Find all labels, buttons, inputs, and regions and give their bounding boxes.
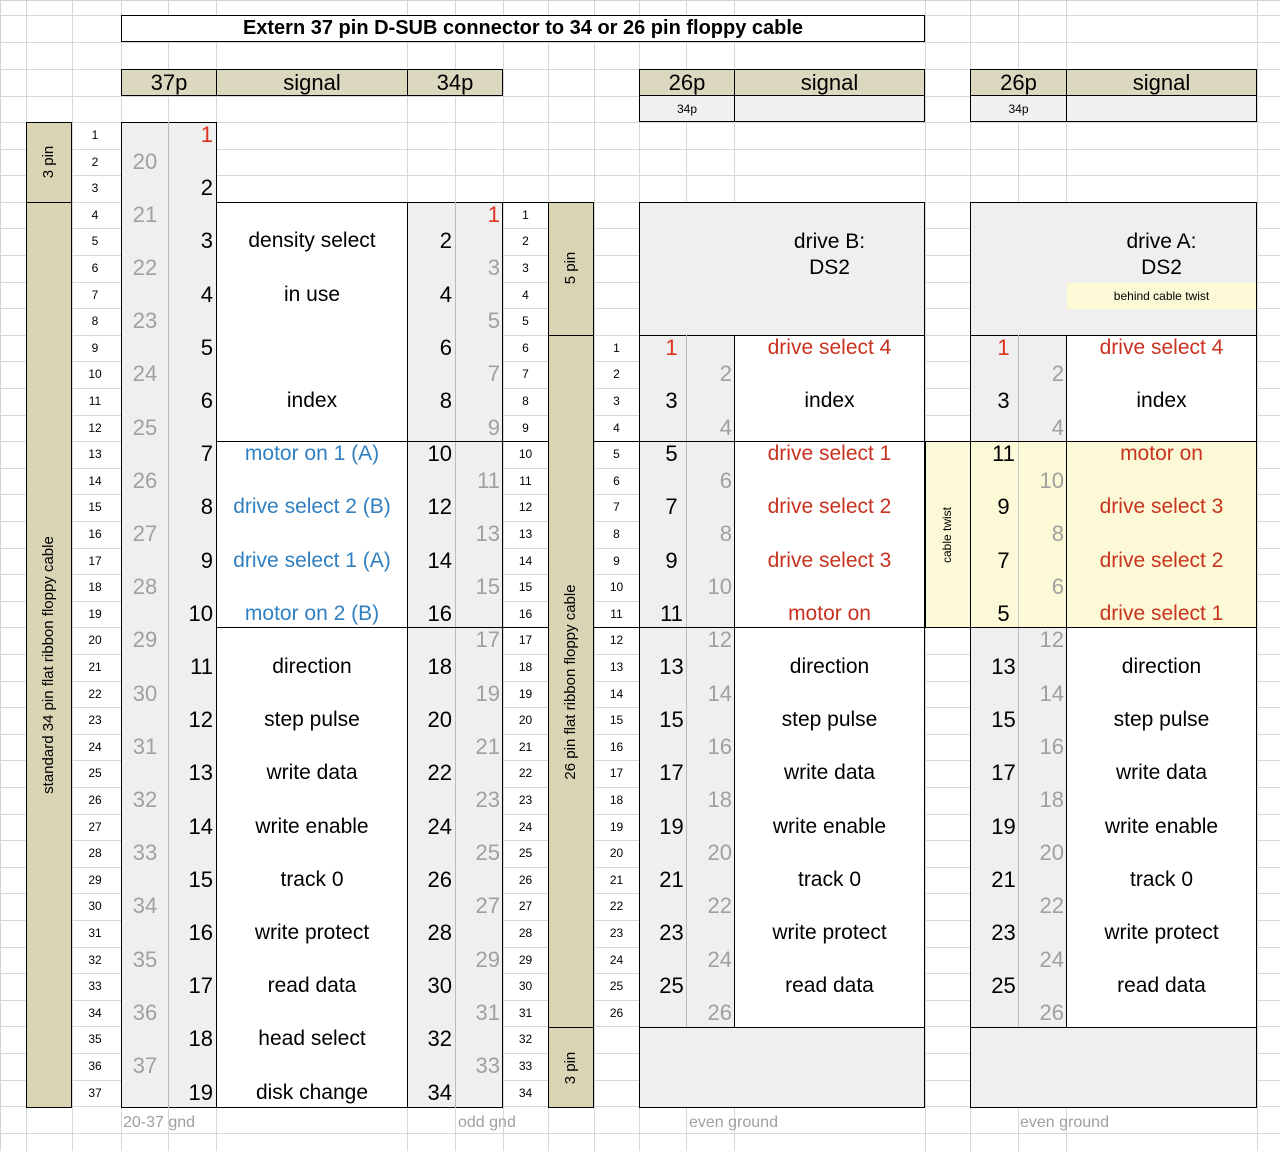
- signal37-label: track 0: [280, 867, 344, 891]
- driveB-pin-even: 2: [719, 361, 732, 387]
- count26-number: 20: [609, 846, 624, 861]
- pin34-even: 24: [427, 813, 452, 839]
- count34-number: 8: [522, 394, 529, 408]
- driveB-pin-even: 18: [707, 787, 732, 812]
- page-title: Extern 37 pin D-SUB connector to 34 or 26 pin floppy cable: [242, 17, 804, 39]
- dsub37-pin-odd: 14: [188, 813, 213, 839]
- row-number: 20: [88, 633, 102, 648]
- pin34-odd: 7: [487, 361, 500, 387]
- count34-number: 12: [518, 500, 533, 515]
- count26-number: 12: [609, 633, 624, 648]
- pin34-even: 12: [427, 494, 452, 520]
- row-number: 8: [91, 314, 99, 329]
- count26-number: 13: [609, 660, 624, 674]
- dsub37-pin-gnd: 20: [132, 148, 158, 174]
- count26-number: 21: [609, 872, 624, 887]
- dsub37-pin-gnd: 24: [132, 361, 158, 387]
- dsub37-pin-odd: 11: [190, 654, 213, 679]
- dsub37-pin-odd: 17: [188, 973, 213, 999]
- driveB-pin-even: 24: [707, 946, 732, 972]
- driveB-pin-even: 4: [719, 414, 732, 440]
- cable-twist-label: cable twist: [940, 506, 954, 564]
- dsub37-pin-gnd: 31: [132, 733, 158, 759]
- count34-number: 25: [518, 846, 533, 861]
- header-signal-a: signal: [1132, 70, 1191, 95]
- pin34-odd: 5: [487, 308, 500, 334]
- count26-number: 26: [609, 1005, 624, 1020]
- driveA-pin-odd: 3: [997, 388, 1010, 413]
- pin34-even: 2: [439, 228, 452, 254]
- count34-number: 18: [518, 660, 533, 674]
- driveA-signal: drive select 4: [1099, 335, 1224, 359]
- signal37-label: read data: [267, 974, 357, 998]
- signal37-label: write protect: [254, 921, 370, 944]
- driveA-bottom-block: [970, 1027, 1257, 1108]
- driveA-pin-odd: 25: [991, 973, 1016, 999]
- driveB-signal: write protect: [772, 921, 887, 944]
- count26-number: 2: [613, 367, 620, 382]
- pin34-even: 30: [427, 973, 452, 999]
- driveA-signal: drive select 3: [1099, 495, 1224, 519]
- dsub37-pin-odd: 8: [200, 494, 213, 520]
- count34-number: 6: [522, 340, 529, 355]
- count34-number: 28: [518, 926, 533, 940]
- count34-number: 33: [518, 1059, 533, 1073]
- dsub37-pin-odd: 16: [188, 920, 213, 945]
- side-5pin-label: 5 pin: [562, 251, 579, 285]
- row-number: 24: [88, 739, 102, 754]
- driveA-pin-even: 26: [1039, 999, 1064, 1025]
- driveB-pin-odd: 17: [659, 760, 684, 786]
- driveB-pin-even: 22: [707, 893, 732, 919]
- row-number: 14: [88, 473, 102, 488]
- driveA-signal: write protect: [1104, 921, 1219, 944]
- dsub37-pin-odd: 2: [200, 175, 213, 201]
- count34-number: 14: [518, 553, 533, 568]
- count26-number: 3: [613, 394, 620, 408]
- dsub37-pin-gnd: 22: [132, 255, 158, 280]
- signal37-label: head select: [258, 1027, 366, 1051]
- count34-number: 17: [518, 633, 533, 648]
- pin34-odd: 25: [475, 840, 500, 866]
- driveB-signal: motor on: [788, 601, 871, 625]
- count34-number: 15: [518, 580, 533, 595]
- row-number: 23: [88, 713, 102, 728]
- driveB-signal: drive select 1: [767, 442, 892, 466]
- driveB-pin-odd: 5: [665, 441, 678, 467]
- dsub37-pin-odd: 4: [200, 281, 213, 307]
- footer-even-ground-a: even ground: [1020, 1114, 1109, 1131]
- side-3pin-label: 3 pin: [40, 145, 57, 179]
- driveA-pin-odd: 13: [991, 654, 1016, 679]
- signal37-label: step pulse: [264, 708, 360, 732]
- driveA-signal: index: [1136, 389, 1187, 412]
- footer-gnd-37: 20-37 gnd: [123, 1114, 196, 1131]
- count26-number: 10: [609, 580, 624, 595]
- row-number: 19: [88, 606, 102, 621]
- row-number: 37: [88, 1085, 102, 1100]
- count26-number: 5: [613, 447, 620, 462]
- pin34-odd: 1: [487, 201, 500, 227]
- row-number: 5: [91, 234, 99, 249]
- count26-number: 6: [613, 473, 620, 488]
- dsub37-pin-gnd: 32: [132, 787, 158, 812]
- driveA-pin-odd: 9: [997, 494, 1010, 520]
- count34-number: 7: [522, 367, 529, 382]
- grid-hline: [0, 42, 1280, 43]
- count26-number: 22: [609, 899, 624, 914]
- dsub37-pin-odd: 10: [188, 600, 213, 626]
- count34-number: 29: [518, 952, 533, 967]
- pin34-odd: 29: [475, 946, 500, 972]
- driveA-pin-odd: 5: [997, 600, 1010, 626]
- driveA-pin-even: 14: [1039, 680, 1064, 706]
- dsub37-pin-odd: 5: [200, 334, 213, 360]
- row-number: 12: [88, 420, 102, 435]
- count34-number: 34: [518, 1085, 533, 1100]
- dsub37-pin-gnd: 21: [132, 201, 158, 227]
- count26-number: 23: [609, 926, 624, 940]
- pin34-odd: 9: [487, 414, 500, 440]
- driveA-signal: drive select 2: [1099, 548, 1224, 572]
- count34-number: 21: [518, 739, 533, 754]
- row-number: 26: [88, 793, 102, 807]
- driveB-pin-even: 12: [707, 627, 732, 653]
- driveB-pin-even: 8: [719, 521, 732, 546]
- driveA-signal: read data: [1117, 974, 1206, 998]
- driveB-pin-odd: 11: [660, 600, 683, 626]
- count34-number: 20: [518, 713, 533, 728]
- pin34-odd: 13: [475, 521, 500, 546]
- dsub37-pin-gnd: 29: [132, 627, 158, 653]
- signal37-label: direction: [272, 655, 352, 678]
- row-number: 7: [91, 287, 99, 302]
- signal37-label: drive select 2 (B): [233, 495, 391, 519]
- signal37-label: in use: [283, 282, 341, 306]
- row-number: 22: [88, 686, 102, 701]
- count26-number: 16: [609, 739, 624, 754]
- count34-number: 27: [518, 899, 533, 914]
- driveB-signal: drive select 3: [767, 548, 892, 572]
- dsub37-pin-gnd: 28: [132, 574, 158, 600]
- driveA-pin-odd: 11: [992, 441, 1015, 467]
- header-34p: 34p: [436, 70, 474, 95]
- subheader-34p-b: 34p: [676, 102, 698, 116]
- driveA-pin-even: 16: [1039, 733, 1064, 759]
- driveB-pin-odd: 7: [665, 494, 678, 520]
- dsub37-pin-gnd: 27: [132, 521, 158, 546]
- row-number: 9: [91, 340, 99, 355]
- count34-number: 5: [522, 314, 529, 329]
- count26-number: 7: [613, 500, 620, 515]
- row-number: 36: [88, 1059, 102, 1073]
- dsub37-pin-odd: 7: [200, 441, 213, 467]
- count26-number: 14: [609, 686, 624, 701]
- driveA-signal: track 0: [1129, 867, 1194, 891]
- row-number: 16: [88, 527, 102, 541]
- driveA-pin-odd: 1: [997, 334, 1010, 360]
- driveB-pin-odd: 9: [665, 547, 678, 573]
- side-standard34-label: standard 34 pin flat ribbon floppy cable: [40, 536, 57, 794]
- driveA-signal: motor on: [1120, 442, 1203, 466]
- driveA-pin-even: 12: [1039, 627, 1064, 653]
- driveB-title2: DS2: [809, 256, 850, 279]
- row-number: 35: [88, 1032, 102, 1047]
- driveB-signal: read data: [785, 974, 874, 998]
- count26-number: 15: [609, 713, 624, 728]
- row-number: 29: [88, 872, 102, 887]
- driveB-pin-odd: 19: [659, 813, 684, 839]
- pin34-odd: 15: [475, 574, 500, 600]
- count26-number: 1: [613, 340, 620, 355]
- dsub37-pin-gnd: 33: [132, 840, 158, 866]
- driveB-bottom-block: [639, 1027, 925, 1108]
- row-number: 33: [88, 979, 102, 994]
- driveB-pin-even: 14: [707, 680, 732, 706]
- dsub37-pin-gnd: 34: [132, 893, 158, 919]
- driveA-pin-even: 6: [1051, 574, 1064, 600]
- driveA-pin-odd: 21: [991, 866, 1016, 892]
- count34-number: 31: [518, 1005, 533, 1020]
- row-number: 31: [88, 926, 102, 940]
- dsub37-pin-odd: 3: [200, 228, 213, 254]
- driveA-title1: drive A:: [1126, 230, 1197, 253]
- driveB-signal: write data: [783, 761, 876, 785]
- dsub37-pin-gnd: 37: [132, 1053, 158, 1078]
- pin34-odd: 19: [475, 680, 500, 706]
- grid-hline: [0, 1133, 1280, 1134]
- pin34-even: 32: [427, 1026, 452, 1052]
- dsub37-pin-odd: 15: [188, 866, 213, 892]
- row-number: 15: [88, 500, 102, 515]
- driveA-signal: direction: [1121, 655, 1202, 678]
- dsub37-pin-odd: 6: [200, 388, 213, 413]
- driveA-note: behind cable twist: [1113, 289, 1210, 303]
- row-number: 10: [88, 367, 102, 382]
- count34-number: 10: [518, 447, 533, 462]
- driveA-pin-odd: 19: [991, 813, 1016, 839]
- count34-number: 16: [518, 606, 533, 621]
- pin34-even: 18: [427, 654, 452, 679]
- driveB-signal: write enable: [772, 814, 887, 838]
- driveB-pin-odd: 23: [659, 920, 684, 945]
- count34-number: 24: [518, 819, 533, 834]
- row-number: 18: [88, 580, 102, 595]
- driveB-pin-even: 6: [719, 467, 732, 493]
- row-number: 11: [88, 394, 102, 408]
- count26-number: 9: [613, 553, 620, 568]
- header-26p-b: 26p: [668, 70, 706, 95]
- driveB-signal: drive select 4: [767, 335, 892, 359]
- subheader-34p-a: 34p: [1008, 102, 1029, 116]
- count34-number: 23: [518, 793, 533, 807]
- driveA-signal: write data: [1115, 761, 1208, 785]
- count26-number: 24: [609, 952, 624, 967]
- count26-number: 25: [609, 979, 624, 994]
- driveB-pin-even: 20: [707, 840, 732, 866]
- pin34-even: 26: [427, 866, 452, 892]
- count34-number: 19: [518, 686, 533, 701]
- header-26p-a: 26p: [1000, 70, 1037, 95]
- driveB-signal: index: [804, 389, 855, 412]
- row-number: 1: [91, 128, 99, 142]
- driveA-signal: step pulse: [1113, 708, 1210, 732]
- signal37-label: motor on 2 (B): [244, 601, 380, 625]
- count26-number: 8: [613, 527, 620, 541]
- count34-number: 22: [518, 766, 533, 781]
- driveB-signal: step pulse: [781, 708, 878, 732]
- driveA-pin-odd: 15: [991, 707, 1016, 733]
- pin34-odd: 11: [477, 467, 500, 493]
- count34-number: 30: [518, 979, 533, 994]
- pin34-odd: 21: [475, 733, 500, 759]
- driveB-pin-odd: 13: [659, 654, 684, 679]
- row-number: 3: [91, 181, 99, 196]
- signal37-label: write enable: [255, 814, 369, 838]
- driveB-pin-even: 26: [707, 999, 732, 1025]
- driveA-pin-even: 18: [1039, 787, 1064, 812]
- dsub37-pin-odd: 9: [200, 547, 213, 573]
- count34-number: 13: [518, 527, 533, 541]
- count34-number: 32: [518, 1032, 533, 1047]
- driveB-pin-odd: 15: [659, 707, 684, 733]
- driveB-pin-odd: 3: [665, 388, 678, 413]
- pin34-even: 14: [427, 547, 452, 573]
- pin34-even: 10: [427, 441, 452, 467]
- driveB-signal: drive select 2: [767, 495, 892, 519]
- driveB-pin-odd: 1: [665, 334, 678, 360]
- count26-number: 17: [609, 766, 624, 781]
- signal37-label: motor on 1 (A): [244, 442, 380, 466]
- count26-number: 19: [609, 819, 624, 834]
- driveA-pin-even: 20: [1039, 840, 1064, 866]
- row-number: 2: [91, 154, 99, 169]
- dsub37-pin-odd: 1: [200, 122, 213, 147]
- side-ribbon26-label: 26 pin flat ribbon floppy cable: [562, 584, 579, 780]
- count34-number: 2: [522, 234, 529, 249]
- pin34-odd: 27: [475, 893, 500, 919]
- pin34-even: 28: [427, 920, 452, 945]
- row-number: 4: [91, 207, 99, 222]
- driveB-pin-odd: 21: [659, 866, 684, 892]
- pin34-odd: 17: [475, 627, 500, 653]
- driveB-pin-even: 10: [707, 574, 732, 600]
- driveA-signal: write enable: [1104, 814, 1219, 838]
- row-number: 21: [88, 660, 102, 674]
- count34-number: 3: [522, 261, 529, 275]
- driveA-pin-even: 10: [1039, 467, 1064, 493]
- dsub37-pin-odd: 13: [188, 760, 213, 786]
- count34-number: 9: [522, 420, 529, 435]
- pin34-even: 34: [427, 1079, 452, 1105]
- count34-number: 11: [519, 473, 532, 488]
- row-number: 27: [88, 819, 102, 834]
- header-37p: 37p: [150, 70, 188, 95]
- pin34-even: 6: [439, 334, 452, 360]
- row-number: 13: [88, 447, 102, 462]
- driveA-pin-odd: 7: [997, 547, 1010, 573]
- driveA-pin-even: 24: [1039, 946, 1064, 972]
- dsub37-pin-gnd: 36: [132, 999, 158, 1025]
- footer-odd-gnd: odd gnd: [458, 1114, 516, 1131]
- row-number: 17: [88, 553, 102, 568]
- dsub37-pin-odd: 12: [188, 707, 213, 733]
- pin34-even: 22: [427, 760, 452, 786]
- row-number: 6: [91, 261, 99, 275]
- driveA-signal: drive select 1: [1099, 601, 1224, 625]
- count26-number: 11: [610, 606, 623, 621]
- dsub37-pin-gnd: 26: [132, 467, 158, 493]
- driveA-pin-even: 2: [1051, 361, 1064, 387]
- pin34-even: 20: [427, 707, 452, 733]
- pin34-even: 4: [439, 281, 452, 307]
- driveB-pin-even: 16: [707, 733, 732, 759]
- driveA-pin-even: 8: [1051, 521, 1064, 546]
- count26-number: 4: [613, 420, 620, 435]
- dsub37-pin-gnd: 25: [132, 414, 158, 440]
- driveB-title1: drive B:: [793, 230, 866, 253]
- pin34-odd: 31: [475, 999, 500, 1025]
- row-number: 32: [88, 952, 102, 967]
- dsub37-pin-gnd: 23: [132, 308, 158, 334]
- count34-number: 26: [518, 872, 533, 887]
- driveA-pin-even: 4: [1051, 414, 1064, 440]
- driveB-signal: direction: [789, 655, 870, 678]
- footer-even-ground-b: even ground: [689, 1114, 778, 1131]
- pin34-odd: 3: [487, 255, 500, 280]
- header-signal: signal: [283, 70, 341, 95]
- header-signal-b: signal: [800, 70, 859, 95]
- count34-number: 4: [522, 287, 529, 302]
- driveA-pin-odd: 23: [991, 920, 1016, 945]
- signal37-label: write data: [266, 761, 358, 785]
- dsub37-pin-odd: 18: [188, 1026, 213, 1052]
- count34-number: 1: [522, 207, 529, 222]
- driveB-pin-odd: 25: [659, 973, 684, 999]
- pin34-odd: 33: [475, 1053, 500, 1078]
- grid-vline: [1257, 0, 1258, 1151]
- row-number: 25: [88, 766, 102, 781]
- signal37-label: density select: [248, 229, 376, 253]
- driveA-title2: DS2: [1141, 256, 1182, 279]
- pin34-even: 8: [439, 388, 452, 413]
- signal37-label: disk change: [255, 1080, 369, 1104]
- driveB-signal: track 0: [797, 867, 862, 891]
- count26-number: 18: [609, 793, 624, 807]
- driveA-pin-even: 22: [1039, 893, 1064, 919]
- pin34-odd: 23: [475, 787, 500, 812]
- dsub37-pin-gnd: 30: [132, 680, 158, 706]
- dsub37-pin-odd: 19: [188, 1079, 213, 1105]
- row-number: 28: [88, 846, 102, 861]
- driveA-pin-odd: 17: [991, 760, 1016, 786]
- side-3pin-b-label: 3 pin: [562, 1051, 579, 1085]
- row-number: 34: [88, 1005, 102, 1020]
- row-number: 30: [88, 899, 102, 914]
- dsub37-pin-gnd: 35: [132, 946, 158, 972]
- signal37-label: index: [286, 389, 338, 412]
- pin34-even: 16: [427, 600, 452, 626]
- signal37-label: drive select 1 (A): [233, 548, 391, 572]
